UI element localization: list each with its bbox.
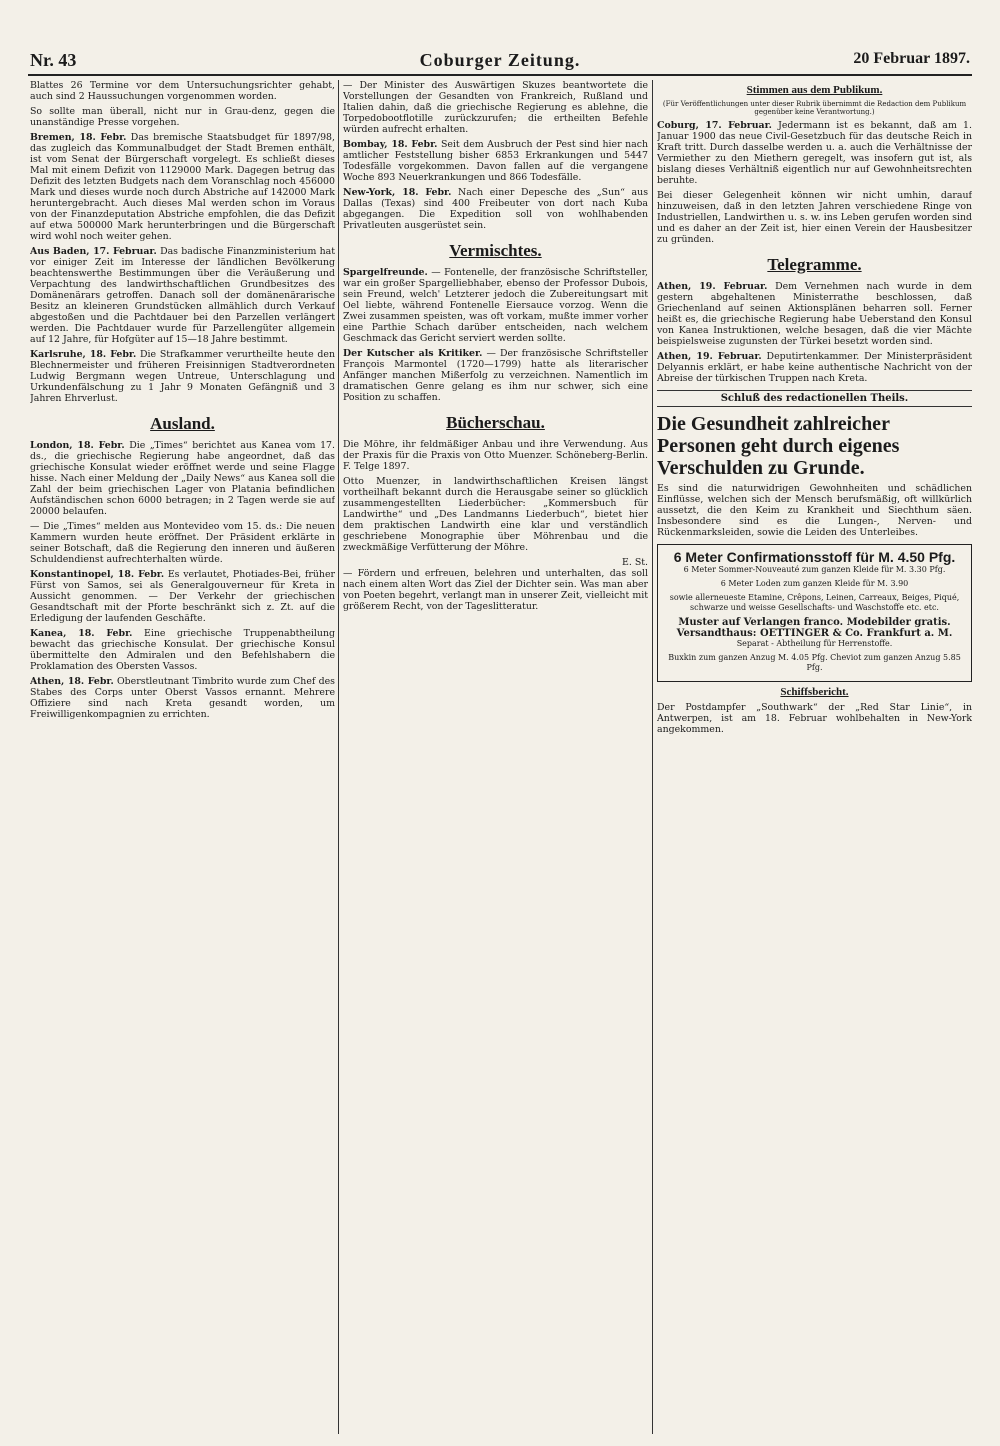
news-item: Konstantinopel, 18. Febr. Es verlautet, Photiades-Bei, früher Fürst von Samos, sei als Generalgouverneur für Kreta in Aussicht genommen. — Der Verkehr der griechischen Gesandtschaft mit der Pforte beschränkt sich z. Zt. auf die Erledigung der laufenden Geschäfte.	[30, 569, 335, 624]
dateline: Der Kutscher als Kritiker.	[343, 348, 483, 359]
news-item: Kanea, 18. Febr. Eine griechische Truppenabtheilung bewacht das griechische Konsulat. Der griechische Konsul übermittelte den Admiralen und den Befehlshabern die Proklamation des Obersten Vassos.	[30, 628, 335, 672]
dateline: Coburg, 17. Februar.	[657, 120, 772, 131]
dateline: Athen, 19. Februar.	[657, 281, 768, 292]
column-1	[30, 80, 335, 1434]
ad-line: 6 Meter Sommer-Nouveauté zum ganzen Kleide für M. 3.30 Pfg.	[683, 565, 946, 574]
ad-line: Separat - Abtheilung für Herrenstoffe.	[736, 639, 893, 648]
ad-line: 6 Meter Loden zum ganzen Kleide für M. 3.90	[720, 579, 909, 588]
news-item: Der Postdampfer „Southwark“ der „Red Star Linie“, in Antwerpen, ist am 18. Februar wohlbehalten in New-York angekommen.	[657, 702, 972, 735]
ad-line: Versandthaus: OETTINGER & Co. Frankfurt a. M.	[676, 628, 953, 639]
section-title-ausland: Ausland.	[150, 414, 215, 433]
ad-line: sowie allerneueste Etamine, Crêpons, Leinen, Carreaux, Beiges, Piqué, schwarze und weisse Gesellschafts- und Waschstoffe etc. etc.	[669, 593, 960, 612]
section-title-stimmen: Stimmen aus dem Publikum.	[746, 84, 883, 96]
ad-line: Buxkin zum ganzen Anzug M. 4.05 Pfg. Cheviot zum ganzen Anzug 5.85 Pfg.	[668, 653, 961, 672]
dateline: Kanea, 18. Febr.	[30, 628, 133, 639]
news-item: Athen, 19. Februar. Deputirtenkammer. Der Ministerpräsident Delyannis erklärt, er habe keine authentische Nachricht von der Abreise der türkischen Truppen nach Kreta.	[657, 351, 972, 384]
column-rule-1	[338, 80, 339, 1434]
dateline: Spargelfreunde.	[343, 267, 428, 278]
dateline: London, 18. Febr.	[30, 440, 125, 451]
column-3	[657, 80, 972, 1434]
advertisement-headline: Die Gesundheit zahlreicher Personen geht durch eigenes Verschulden zu Grunde.	[657, 413, 900, 479]
news-item: Athen, 19. Februar. Dem Vernehmen nach wurde in dem gestern abgehaltenen Ministerrathe beschlossen, daß Griechenland auf seinen Aktionsplänen beharren soll. Ferner heißt es, die griechische Regierung habe Ueberstand den Konsul von Kanea Instruktionen, welche besagen, daß die vier Mächte beispielsweise zugunsten der Türkei besetzt worden sind.	[657, 281, 972, 347]
section-title-buecherschau: Bücherschau.	[446, 413, 545, 432]
news-item: Spargelfreunde. — Fontenelle, der französische Schriftsteller, war ein großer Spargelliebhaber, ebenso der Professor Dubois, sein Freund, welch' Letzterer jedoch die Zubereitungsart mit Oel liebte, während Fontenelle Eiersauce vorzog. Wenn die Zwei zusammen speisten, was oft vorkam, mußte immer vorher eine Parthie Schach darüber entscheiden, nach welchem Geschmack das Gericht serviert werden sollte.	[343, 267, 648, 344]
ad-line: Muster auf Verlangen franco. Modebilder gratis.	[678, 617, 951, 628]
section-title-telegramme: Telegramme.	[767, 255, 862, 274]
news-item: Otto Muenzer, in landwirthschaftlichen Kreisen längst vortheilhaft bekannt durch die Herausgabe seiner so glücklich zusammengestellten Liederbücher: „Kommersbuch für Landwirthe“ und „Des Landmanns Liederbuch“, bietet hier dem praktischen Landwirth eine klar und verständlich geschriebene Monographie über Möhrenbau und die zweckmäßige Verfütterung der Möhre.	[343, 476, 648, 553]
paragraph: Blattes 26 Termine vor dem Untersuchungsrichter gehabt, auch sind 2 Haussuchungen vorgenommen worden.	[30, 80, 335, 102]
ad-box-title: 6 Meter Confirmationsstoff für M. 4.50 Pfg.	[673, 549, 956, 565]
editorial-end-note: Schluß des redactionellen Theils.	[657, 390, 972, 407]
column-2	[343, 80, 648, 1434]
issue-number: Nr. 43	[30, 50, 77, 70]
dateline: Athen, 19. Februar.	[657, 351, 762, 362]
news-item: Der Kutscher als Kritiker. — Der französische Schriftsteller François Marmontel (1720—1799) hatte als literarischer Anfänger manchen Mißerfolg zu verzeichnen. Namentlich im dramatischen Genre gelang es ihm nur schwer, sich eine Position zu schaffen.	[343, 348, 648, 403]
advertisement-box	[657, 544, 972, 682]
news-item: Karlsruhe, 18. Febr. Die Strafkammer verurtheilte heute den Blechnermeister und früheren Freisinnigen Stadtverordneten Ludwig Bergmann wegen Untreue, Unterschlagung und Urkundenfälschung zu 1 Jahr 9 Monaten Gefängniß und 3 Jahren Ehrverlust.	[30, 349, 335, 404]
news-item: London, 18. Febr. Die „Times“ berichtet aus Kanea vom 17. ds., die griechische Regierung habe angeordnet, daß das griechische Konsulat wieder eröffnet werde und seine Flagge hisse. Nach einer Meldung der „Daily News“ aus Kanea soll die Zahl der beim griechischen Lager von Platania befindlichen Aufständischen schon 6000 betragen; in 2 Tagen werde sie auf 20000 belaufen.	[30, 440, 335, 517]
news-item: Bombay, 18. Febr. Seit dem Ausbruch der Pest sind hier nach amtlicher Feststellung bisher 6853 Erkrankungen und 5447 Todesfälle vorgekommen. Davon fallen auf die vergangene Woche 893 Neuerkrankungen und 866 Todesfälle.	[343, 139, 648, 183]
section-title-vermischtes: Vermischtes.	[449, 241, 542, 260]
author-signature: E. St.	[622, 557, 648, 568]
dateline: New-York, 18. Febr.	[343, 187, 452, 198]
news-item: Athen, 18. Febr. Oberstleutnant Timbrito wurde zum Chef des Stabes des Corps unter Oberst Vassos ernannt. Mehrere Offiziere sind nach Kreta gesandt worden, um Freiwilligenkompagnien zu errichten.	[30, 676, 335, 720]
newspaper-title: Coburger Zeitung.	[419, 50, 581, 70]
dateline: Athen, 18. Febr.	[30, 676, 114, 687]
news-item: Coburg, 17. Februar. Jedermann ist es bekannt, daß am 1. Januar 1900 das neue Civil-Gesetzbuch für das deutsche Reich in Kraft tritt. Durch dasselbe werden u. a. auch die Verhältnisse der Vermiether zu den Miethern geregelt, was insofern gut ist, als bislang dieses Verhältniß eigentlich nur auf Gewohnheitsrechten beruhte.	[657, 120, 972, 186]
dateline: Aus Baden, 17. Februar.	[30, 246, 157, 257]
news-item: — Die „Times“ melden aus Montevideo vom 15. ds.: Die neuen Kammern wurden heute eröffnet. Der Präsident erklärte in seiner Botschaft, daß die Regierung den inneren und äußeren Schuldendienst aufrechterhalten würde.	[30, 521, 335, 565]
section-title-schiffsbericht: Schiffsbericht.	[780, 686, 849, 698]
issue-date: 20 Februar 1897.	[853, 50, 970, 67]
column-rule-2	[652, 80, 653, 1434]
news-item: Die Möhre, ihr feldmäßiger Anbau und ihre Verwendung. Aus der Praxis für die Praxis von Otto Muenzer. Schöneberg-Berlin. F. Telge 1897.	[343, 439, 648, 472]
news-item: — Fördern und erfreuen, belehren und unterhalten, das soll nach einem alten Wort das Ziel der Dichter sein. Was man aber von Poeten begehrt, verlangt man in unserer Zeit, vielleicht mit größerem Recht, von der Tageslitteratur.	[343, 568, 648, 612]
dateline: Bombay, 18. Febr.	[343, 139, 438, 150]
dateline: Konstantinopel, 18. Febr.	[30, 569, 165, 580]
news-item: — Der Minister des Auswärtigen Skuzes beantwortete die Vorstellungen der Gesandten von Frankreich, Rußland und Italien dahin, daß die griechische Regierung es ablehne, die Torpedobootflotille zurückzurufen; die ertheilten Befehle würden aufrecht erhalten.	[343, 80, 648, 135]
paragraph: So sollte man überall, nicht nur in Grau-denz, gegen die unanständige Presse vorgehen.	[30, 106, 335, 128]
news-item: Bei dieser Gelegenheit können wir nicht umhin, darauf hinzuweisen, daß in den letzten Jahren verschiedene Ringe von Industriellen, Landwirthen u. s. w. ins Leben gerufen worden sind und es daher an der Zeit ist, hier einen Verein der Hausbesitzer zu gründen.	[657, 190, 972, 245]
dateline: Bremen, 18. Febr.	[30, 132, 127, 143]
section-note: (Für Veröffentlichungen unter dieser Rubrik übernimmt die Redaction dem Publikum gegenüber keine Verantwortung.)	[662, 100, 967, 116]
news-item: Aus Baden, 17. Februar. Das badische Finanzministerium hat vor einiger Zeit im Interesse der ländlichen Bevölkerung beachtenswerthe Bestimmungen über die Veräußerung und Verpachtung des landwirthschaftlichen Grundbesitzes des Domänenärars getroffen. Danach soll der domänenärarische Besitz an kleineren Grundstücken allmählich durch Verkauf abgestoßen und die Pachtdauer bei den Parzellen verlängert werden. Die Pachtdauer wurde für Parzellengüter allgemein auf 12 Jahre, für Hofgüter auf 15—18 Jahre bestimmt.	[30, 246, 335, 345]
dateline: Karlsruhe, 18. Febr.	[30, 349, 137, 360]
news-item: Bremen, 18. Febr. Das bremische Staatsbudget für 1897/98, das zugleich das Kommunalbudget der Stadt Bremen enthält, ist vom Senat der Bürgerschaft vorgelegt. Es schließt dieses Mal mit einem Defizit von 1129000 Mark. Dagegen betrug das Defizit des letzten Budgets nach dem Voranschlag noch 456000 Mark und dieses wurde noch durch Abstriche auf 142000 Mark heruntergebracht. Auch dieses Mal werden schon im Voraus von der Finanzdeputation Abstriche empfohlen, die das Defizit auf etwa 500000 Mark herunterbringen und die Bürgerschaft wird wohl noch weiter gehen.	[30, 132, 335, 242]
news-item: New-York, 18. Febr. Nach einer Depesche des „Sun“ aus Dallas (Texas) sind 400 Freibeuter von dort nach Kuba abgegangen. Die Expedition soll von wohlhabenden Privatleuten ausgerüstet sein.	[343, 187, 648, 231]
advertisement-text: Es sind die naturwidrigen Gewohnheiten und schädlichen Einflüsse, welchen sich der Mensch berufsmäßig, oft willkürlich aussetzt, die den Keim zu Krankheit und Siechthum säen. Insbesondere sind es die Lungen-, Nerven- und Rückenmarksleiden, sowie die Leiden des Unterleibes.	[657, 483, 972, 538]
page-header	[28, 46, 972, 76]
